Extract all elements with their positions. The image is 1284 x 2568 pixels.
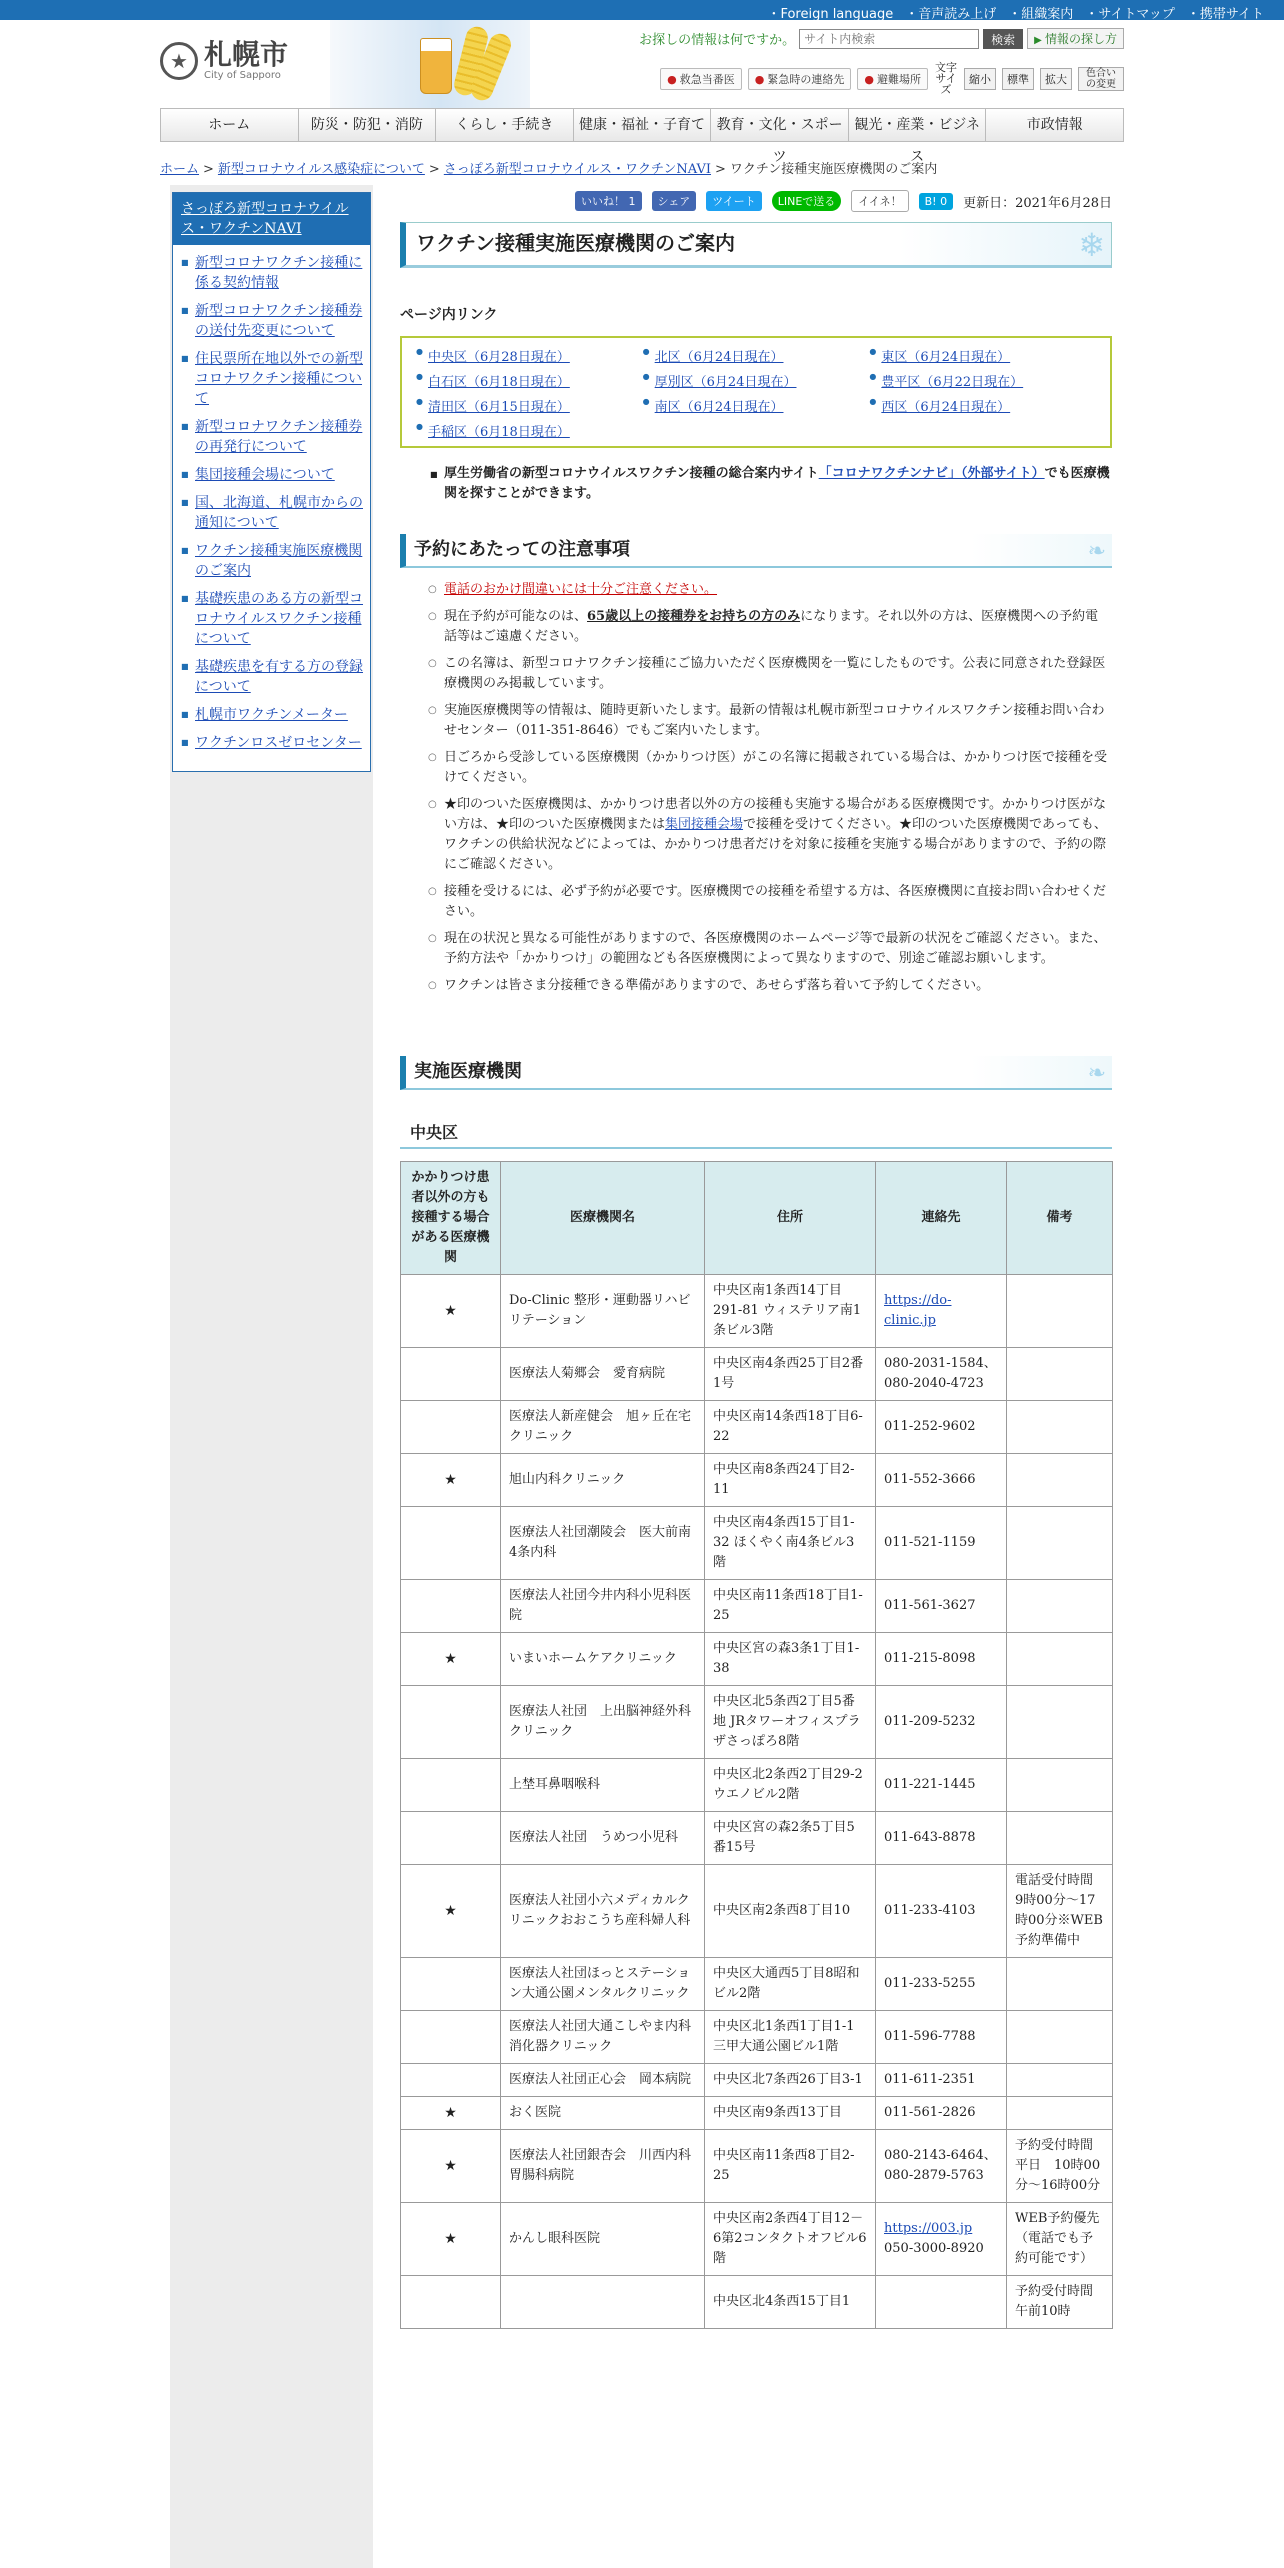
table-row [401, 1275, 1113, 1348]
breadcrumb-covid[interactable]: 新型コロナウイルス感染症について [217, 162, 425, 177]
page-title-text: ワクチン接種実施医療機関のご案内 [416, 231, 735, 255]
note-item: ○ 日ごろから受診している医療機関（かかりつけ医）がこの名簿に掲載されている場合は、かかりつけ医で接種を受けてください。 [444, 748, 1108, 788]
remarks-cell [1007, 1759, 1113, 1812]
remarks-cell [1007, 2064, 1113, 2097]
contact-cell: 011-209-5232 [876, 1686, 1007, 1759]
contact-cell: 011-233-4103 [876, 1865, 1007, 1958]
address-cell: 中央区北5条西2丁目5番地 JRタワーオフィスプラザさっぽろ8階 [705, 1686, 876, 1759]
remarks-cell: 予約受付時間 午前10時 [1007, 2276, 1113, 2329]
clinic-name-cell: 上埜耳鼻咽喉科 [501, 1759, 705, 1812]
table-row [401, 1865, 1113, 1958]
page-link-minami[interactable]: ● 南区（6月24日現在） [643, 396, 870, 415]
address-cell: 中央区南9条西13丁目 [705, 2097, 876, 2130]
star-cell: ★ [401, 2130, 501, 2203]
contact-cell [876, 1275, 1007, 1348]
column-header: 連絡先 [876, 1162, 1007, 1275]
address-cell: 中央区南4条西25丁目2番1号 [705, 1348, 876, 1401]
star-cell [401, 2276, 501, 2329]
table-row [401, 1686, 1113, 1759]
contact-cell: 011-552-3666 [876, 1454, 1007, 1507]
clinic-website-link[interactable]: https://003.jp [884, 2221, 973, 2236]
line-share-button[interactable]: LINEで送る [772, 191, 842, 211]
notes-list [400, 580, 1112, 996]
clinic-name-cell: 旭山内科クリニック [501, 1454, 705, 1507]
gnav-home[interactable]: ホーム [161, 109, 299, 141]
vaccine-navi-external-link[interactable]: 「コロナワクチンナビ」（外部サイト） [818, 466, 1045, 481]
sidenav-item [181, 493, 364, 533]
section-nav-title-link[interactable]: さっぽろ新型コロナウイルス・ワクチンNAVI [181, 201, 349, 237]
sidenav-link[interactable]: 札幌市ワクチンメーター [195, 707, 348, 723]
star-cell: ★ [401, 1275, 501, 1348]
table-row [401, 2064, 1113, 2097]
address-cell: 中央区南2条西4丁目12－6第2コンタクトオフビル6階 [705, 2203, 876, 2276]
column-header: 備考 [1007, 1162, 1113, 1275]
table-row [401, 1958, 1113, 2011]
contact-cell: 080-2031-1584、080-2040-4723 [876, 1348, 1007, 1401]
clinic-table [400, 1161, 1113, 2329]
updated-date: 更新日：2021年6月28日 [963, 195, 1112, 211]
page-title [400, 222, 1112, 268]
mhlw-note: ■ 厚生労働省の新型コロナウイルスワクチン接種の総合案内サイト「コロナワクチンナビ」（外部サイト）でも医療機関を探すことができます。 [400, 464, 1112, 504]
font-enlarge-button[interactable]: 拡大 [1040, 68, 1072, 90]
sidenav-link[interactable]: ワクチン接種実施医療機関のご案内 [195, 543, 363, 579]
page-link-higashi[interactable]: ● 東区（6月24日現在） [869, 346, 1096, 365]
table-row [401, 1348, 1113, 1401]
voice-reading-link[interactable]: ・ 音声読み上げ [905, 3, 996, 22]
snowflake-icon: ❄ [1078, 226, 1105, 264]
sidenav-link[interactable]: 住民票所在地以外での新型コロナワクチン接種について [195, 351, 363, 407]
contact-cell: 011-596-7788 [876, 2011, 1007, 2064]
note-item: ○ 現在の状況と異なる可能性がありますので、各医療機関のホームページ等で最新の状況をご確認ください。また、予約方法や「かかりつけ」の範囲なども各医療機関によって異なりますので、別途ご確認お願いします。 [444, 929, 1108, 969]
address-cell: 中央区南4条西15丁目1-32 ほくやく南4条ビル3階 [705, 1507, 876, 1580]
remarks-cell: 予約受付時間 平日 10時00分～16時00分 [1007, 2130, 1113, 2203]
emergency-contact-link[interactable]: ● 緊急時の連絡先 [748, 68, 852, 90]
sidenav-link[interactable]: 新型コロナワクチン接種券の送付先変更について [195, 303, 363, 339]
star-cell [401, 1348, 501, 1401]
breadcrumb: ホーム > 新型コロナウイルス感染症について > さっぽろ新型コロナウイルス・ワクチンNAVI > ワクチン接種実施医療機関のご案内 [160, 162, 938, 177]
table-row [401, 1812, 1113, 1865]
clinic-name-cell: 医療法人菊郷会 愛育病院 [501, 1348, 705, 1401]
section-nav-title [173, 193, 370, 245]
remarks-cell [1007, 1275, 1113, 1348]
contact-cell: 011-561-2826 [876, 2097, 1007, 2130]
remarks-cell [1007, 1686, 1113, 1759]
page-link-kiyota[interactable]: ● 清田区（6月15日現在） [416, 396, 643, 415]
header-illustration [330, 20, 530, 110]
page-links-heading: ページ内リンク [400, 307, 498, 323]
clinic-name-cell: 医療法人社団正心会 岡本病院 [501, 2064, 705, 2097]
table-row [401, 1633, 1113, 1686]
address-cell: 中央区北1条西1丁目1-1三甲大通公園ビル1階 [705, 2011, 876, 2064]
leaf-icon: ❧ [1087, 539, 1106, 564]
utility-bar [0, 0, 1284, 20]
table-row [401, 2130, 1113, 2203]
column-header: 医療機関名 [501, 1162, 705, 1275]
table-row [401, 1759, 1113, 1812]
remarks-cell [1007, 1580, 1113, 1633]
facebook-like-button[interactable]: いいね！ 1 [575, 191, 642, 211]
logo-name: 札幌市 [204, 38, 289, 71]
sidenav-link[interactable]: 国、北海道、札幌市からの通知について [195, 495, 363, 531]
star-cell [401, 2011, 501, 2064]
remarks-cell [1007, 1454, 1113, 1507]
table-header-row [401, 1162, 1113, 1275]
search-button[interactable]: 検索 [983, 29, 1023, 49]
star-cell [401, 2064, 501, 2097]
tweet-button[interactable]: ツイート [706, 191, 761, 211]
contact-cell: 011-221-1445 [876, 1759, 1007, 1812]
global-nav [160, 108, 1124, 165]
city-emblem-icon: ★ [160, 42, 198, 80]
address-cell: 中央区南8条西24丁目2-11 [705, 1454, 876, 1507]
table-row [401, 1401, 1113, 1454]
contact-cell: 011-611-2351 [876, 2064, 1007, 2097]
remarks-cell [1007, 1812, 1113, 1865]
sidenav-link[interactable]: 新型コロナワクチン接種に係る契約情報 [195, 255, 363, 291]
clinic-name-cell: 医療法人社団ほっとステーション大通公園メンタルクリニック [501, 1958, 705, 2011]
address-cell: 中央区南1条西14丁目291-81 ウィステリア南1条ビル3階 [705, 1275, 876, 1348]
clinic-table-body [401, 1275, 1113, 2329]
page-link-teine[interactable]: ● 手稲区（6月18日現在） [416, 421, 643, 440]
remarks-cell [1007, 1507, 1113, 1580]
find-info-link[interactable]: ▶ 情報の探し方 [1027, 28, 1124, 49]
evacuation-site-link[interactable]: ● 避難場所 [857, 68, 928, 90]
sidenav-item [181, 301, 364, 341]
sidenav-item [181, 589, 364, 649]
emergency-links [660, 62, 1124, 95]
star-cell: ★ [401, 1865, 501, 1958]
organization-link[interactable]: ・ 組織案内 [1008, 3, 1073, 22]
font-size-label: 文字サイズ [935, 61, 957, 96]
breadcrumb-home[interactable]: ホーム [160, 162, 200, 177]
note-item: ○ 実施医療機関等の情報は、随時更新いたします。最新の情報は札幌市新型コロナウイルスワクチン接種お問い合わせセンター（011-351-8646）でもご案内いたします。 [444, 701, 1108, 741]
address-cell: 中央区南2条西8丁目10 [705, 1865, 876, 1958]
sidenav-link[interactable]: 集団接種会場について [195, 467, 335, 483]
social-bar [400, 190, 1112, 212]
sidenav-item [181, 349, 364, 409]
facebook-share-button[interactable]: シェア [652, 191, 697, 211]
left-sidebar [170, 185, 373, 2568]
sidenav-link[interactable]: ワクチンロスゼロセンター [195, 735, 362, 751]
emergency-doctor-link[interactable]: ● 救急当番医 [660, 68, 742, 90]
clinic-name-cell: 医療法人社団今井内科小児科医院 [501, 1580, 705, 1633]
gnav-city[interactable]: 市政情報 [1026, 117, 1083, 133]
star-cell [401, 1759, 501, 1812]
remarks-cell [1007, 1958, 1113, 2011]
table-row [401, 1580, 1113, 1633]
contact-cell: 080-2143-6464、080-2879-5763 [876, 2130, 1007, 2203]
column-header: かかりつけ患者以外の方も接種する場合がある医療機関 [401, 1162, 501, 1275]
gnav-education[interactable]: 教育・文化・スポーツ [711, 109, 849, 141]
address-cell: 中央区南11条西18丁目1-25 [705, 1580, 876, 1633]
clinic-name-cell: Do-Clinic 整形・運動器リハビリテーション [501, 1275, 705, 1348]
note-item: ○ この名簿は、新型コロナワクチン接種にご協力いただく医療機関を一覧にしたものです。公表に同意された登録医療機関のみ掲載しています。 [444, 654, 1108, 694]
clinic-website-link[interactable]: https://do-clinic.jp [884, 1293, 952, 1328]
star-cell [401, 1401, 501, 1454]
remarks-cell [1007, 1348, 1113, 1401]
contact-cell: 011-521-1159 [876, 1507, 1007, 1580]
note-item: ○ 現在予約が可能なのは、65歳以上の接種券をお持ちの方のみになります。それ以外の方は、医療機関への予約電話等はご遠慮ください。 [444, 607, 1108, 647]
clinic-name-cell: 医療法人社団銀杏会 川西内科胃腸科病院 [501, 2130, 705, 2203]
table-row [401, 2097, 1113, 2130]
contact-cell: 011-252-9602 [876, 1401, 1007, 1454]
font-shrink-button[interactable]: 縮小 [964, 68, 996, 90]
sidenav-item [181, 465, 364, 485]
column-header: 住所 [705, 1162, 876, 1275]
foreign-language-link[interactable]: ・ Foreign language [767, 3, 893, 22]
star-cell [401, 1812, 501, 1865]
iine-button[interactable]: イイネ！ [851, 190, 908, 212]
table-row [401, 2276, 1113, 2329]
contact-cell: 011-215-8098 [876, 1633, 1007, 1686]
color-change-button[interactable]: 色合いの変更 [1078, 67, 1124, 91]
clinic-name-cell: 医療法人新産健会 旭ヶ丘在宅クリニック [501, 1401, 705, 1454]
clinic-name-cell: おく医院 [501, 2097, 705, 2130]
sidenav-link[interactable]: 基礎疾患を有する方の登録について [195, 659, 363, 695]
gnav-living[interactable]: くらし・手続き [436, 109, 574, 141]
star-cell [401, 1958, 501, 2011]
remarks-cell: 電話受付時間 9時00分～17時00分※WEB予約準備中 [1007, 1865, 1113, 1958]
contact-cell: 011-561-3627 [876, 1580, 1007, 1633]
gnav-tourism[interactable]: 観光・産業・ビジネス [849, 109, 987, 141]
page-link-atsubetsu[interactable]: ● 厚別区（6月24日現在） [643, 371, 870, 390]
section-nav-list [173, 245, 370, 771]
address-cell: 中央区北4条西15丁目1 [705, 2276, 876, 2329]
sidenav-item [181, 657, 364, 697]
contact-cell [876, 2276, 1007, 2329]
clinic-name-cell [501, 2276, 705, 2329]
sidenav-link[interactable]: 新型コロナワクチン接種券の再発行について [195, 419, 363, 455]
page-links-box [400, 336, 1112, 448]
gnav-health[interactable]: 健康・福祉・子育て [574, 109, 712, 141]
address-cell: 中央区大通西5丁目8昭和ビル2階 [705, 1958, 876, 2011]
remarks-cell [1007, 2011, 1113, 2064]
sidenav-item [181, 417, 364, 457]
table-row [401, 2203, 1113, 2276]
page-link-shiroishi[interactable]: ● 白石区（6月18日現在） [416, 371, 643, 390]
sidenav-link[interactable]: 基礎疾患のある方の新型コロナウイルスワクチン接種について [195, 591, 363, 647]
note-item: ○ 電話のおかけ間違いには十分ご注意ください。 [444, 580, 1108, 600]
star-cell: ★ [401, 1454, 501, 1507]
contact-cell: 011-233-5255 [876, 1958, 1007, 2011]
contact-cell: https://003.jp 050-3000-8920 [876, 2203, 1007, 2276]
remarks-cell [1007, 1633, 1113, 1686]
beer-glass-icon [420, 38, 452, 94]
star-cell [401, 1507, 501, 1580]
remarks-cell: WEB予約優先（電話でも予約可能です） [1007, 2203, 1113, 2276]
star-cell: ★ [401, 2097, 501, 2130]
mobile-site-link[interactable]: ・ 携帯サイト [1187, 3, 1264, 22]
sitemap-link[interactable]: ・ サイトマップ [1085, 3, 1175, 22]
contact-cell: 011-643-8878 [876, 1812, 1007, 1865]
star-cell [401, 1580, 501, 1633]
star-cell [401, 1686, 501, 1759]
search-input[interactable] [799, 29, 979, 49]
logo-subtitle: City of Sapporo [204, 70, 281, 81]
clinic-name-cell: いまいホームケアクリニック [501, 1633, 705, 1686]
notes-heading: 予約にあたっての注意事項 ❧ [400, 534, 1112, 568]
page-link-nishi[interactable]: ● 西区（6月24日現在） [869, 396, 1096, 415]
remarks-cell [1007, 1401, 1113, 1454]
remarks-cell [1007, 2097, 1113, 2130]
address-cell: 中央区南14条西18丁目6-22 [705, 1401, 876, 1454]
clinic-name-cell: 医療法人社団小六メディカルクリニックおおこうち産科婦人科 [501, 1865, 705, 1958]
clinic-name-cell: 医療法人社団 上出脳神経外科クリニック [501, 1686, 705, 1759]
address-cell: 中央区北7条西26丁目3-1 [705, 2064, 876, 2097]
site-search [639, 28, 1124, 49]
table-row [401, 1507, 1113, 1580]
facilities-heading: 実施医療機関 ❧ [400, 1056, 1112, 1090]
address-cell: 中央区南11条西8丁目2-25 [705, 2130, 876, 2203]
sidenav-item [181, 541, 364, 581]
sidenav-item [181, 705, 364, 725]
sidenav-item [181, 733, 364, 753]
address-cell: 中央区北2条西2丁目29-2 ウエノビル2階 [705, 1759, 876, 1812]
page-link-kita[interactable]: ● 北区（6月24日現在） [643, 346, 870, 365]
ward-heading: 中央区 [400, 1116, 1112, 1149]
table-row [401, 1454, 1113, 1507]
page-link-toyohira[interactable]: ● 豊平区（6月22日現在） [869, 371, 1096, 390]
breadcrumb-vaccine-navi[interactable]: さっぽろ新型コロナウイルス・ワクチンNAVI [443, 162, 712, 177]
font-standard-button[interactable]: 標準 [1002, 68, 1034, 90]
breadcrumb-current: ワクチン接種実施医療機関のご案内 [729, 162, 938, 177]
clinic-name-cell: 医療法人社団大通こしやま内科消化器クリニック [501, 2011, 705, 2064]
clinic-name-cell: かんし眼科医院 [501, 2203, 705, 2276]
address-cell: 中央区宮の森3条1丁目1-38 [705, 1633, 876, 1686]
search-label: お探しの情報は何ですか。 [639, 33, 796, 48]
site-logo[interactable] [160, 40, 288, 81]
group-vaccination-link[interactable]: 集団接種会場 [665, 817, 744, 832]
note-item: ○ ★印のついた医療機関は、かかりつけ患者以外の方の接種も実施する場合がある医療機関です。かかりつけ医がない方は、★印のついた医療機関または集団接種会場で接種を受けてください。★印のついた医療機関であっても、ワクチンの供給状況などによっては、かかりつけ患者だけを対象に接種を実施する場合がありますので、予約の際にご確認ください。 [444, 795, 1108, 875]
star-cell: ★ [401, 2203, 501, 2276]
note-item: ○ ワクチンは皆さま分接種できる準備がありますので、あせらず落ち着いて予約してください。 [444, 976, 1108, 996]
note-item: ○ 接種を受けるには、必ず予約が必要です。医療機関での接種を希望する方は、各医療機関に直接お問い合わせください。 [444, 882, 1108, 922]
page-link-chuo[interactable]: ● 中央区（6月28日現在） [416, 346, 643, 365]
table-row [401, 2011, 1113, 2064]
gnav-disaster[interactable]: 防災・防犯・消防 [299, 109, 437, 141]
address-cell: 中央区宮の森2条5丁目5番15号 [705, 1812, 876, 1865]
hatena-bookmark-button[interactable]: B! 0 [919, 193, 953, 210]
clinic-name-cell: 医療法人社団潮陵会 医大前南4条内科 [501, 1507, 705, 1580]
sidenav-item [181, 253, 364, 293]
leaf-icon: ❧ [1087, 1061, 1106, 1086]
clinic-name-cell: 医療法人社団 うめつ小児科 [501, 1812, 705, 1865]
site-header [160, 20, 1124, 110]
star-cell: ★ [401, 1633, 501, 1686]
main-content [400, 190, 1112, 2329]
section-nav [172, 192, 371, 772]
